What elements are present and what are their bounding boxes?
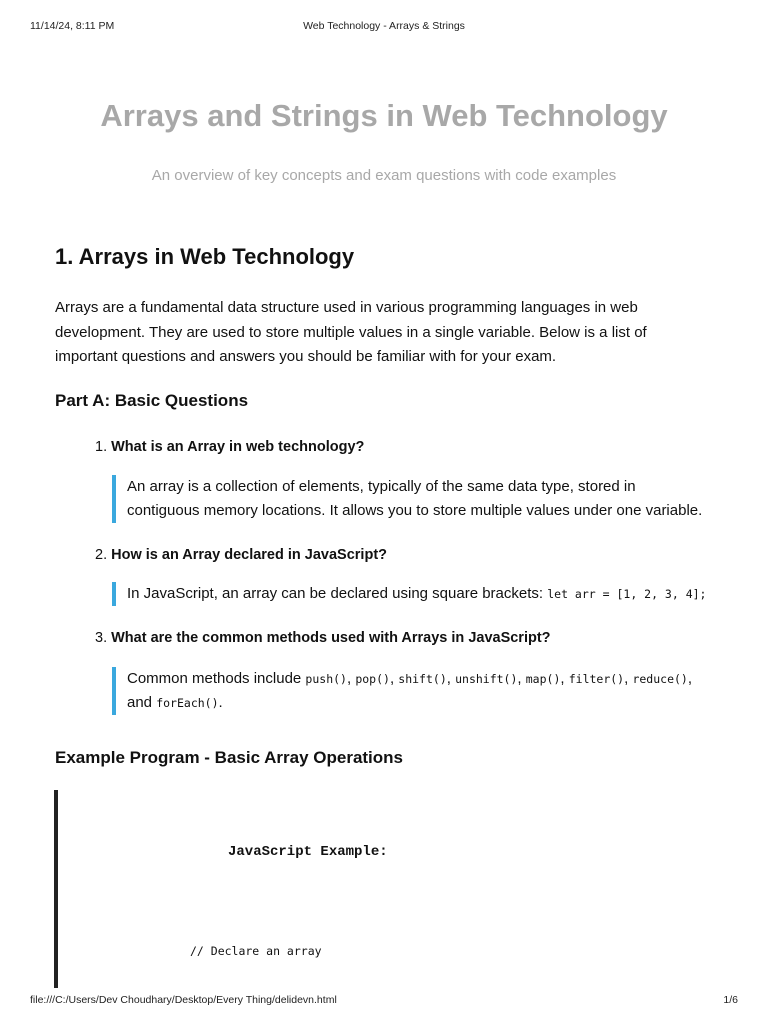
method-shift: shift() [398,672,447,686]
code-title: JavaScript Example: [228,844,388,860]
intro-line: important questions and answers you should be familiar with for your exam. [55,348,557,365]
intro-paragraph [55,296,695,370]
answer-line: contiguous memory locations. It allows you to store multiple values under one variable. [127,502,703,519]
page-title: Arrays and Strings in Web Technology [100,98,668,133]
method-foreach: forEach() [156,696,219,710]
print-page-number: 1/6 [723,994,738,1006]
code-block-border [54,790,58,988]
example-heading: Example Program - Basic Array Operations [55,748,404,767]
answer-1 [112,475,717,523]
question-1 [95,439,364,455]
part-a-heading: Part A: Basic Questions [55,391,249,410]
answer-text: In JavaScript, an array can be declared using square brackets: [127,585,548,602]
answer-end: . [218,694,223,711]
question-number: 3. [95,630,108,646]
method-filter: filter() [568,672,625,686]
intro-line: development. They are used to store multiple values in a single variable. Below is a list of [55,323,647,341]
code-line: // Declare an array [190,944,322,958]
method-map: map() [525,672,561,686]
intro-line: Arrays are a fundamental data structure used in various programming languages in web [55,299,638,316]
print-doc-title: Web Technology - Arrays & Strings [303,20,465,32]
question-number: 1. [95,439,108,455]
method-push: push() [305,672,347,686]
question-text: What are the common methods used with Arrays in JavaScript? [111,630,551,646]
answer-prefix: Common methods include [127,670,306,687]
page-subtitle: An overview of key concepts and exam questions with code examples [151,167,617,184]
method-unshift: unshift() [455,672,518,686]
question-number: 2. [95,547,108,563]
print-file-path: file:///C:/Users/Dev Choudhary/Desktop/Every Thing/delidevn.html [30,994,337,1006]
answer-3: Common methods include push(), pop(), shift(), unshift(), map(), filter(), reduce(), and forEach(). [112,667,707,715]
section-heading-arrays: 1. Arrays in Web Technology [55,244,355,269]
question-2 [95,547,387,563]
print-datetime: 11/14/24, 8:11 PM [30,20,115,32]
answer-2 [112,582,727,606]
question-3 [95,630,551,646]
answer-code: let arr = [1, 2, 3, 4]; [547,587,707,601]
question-text: What is an Array in web technology? [111,439,365,455]
method-reduce: reduce() [632,672,688,686]
answer-line: An array is a collection of elements, typically of the same data type, stored in [127,478,636,495]
question-text: How is an Array declared in JavaScript? [111,547,388,563]
method-pop: pop() [355,672,390,686]
answer-and: and [127,694,157,711]
